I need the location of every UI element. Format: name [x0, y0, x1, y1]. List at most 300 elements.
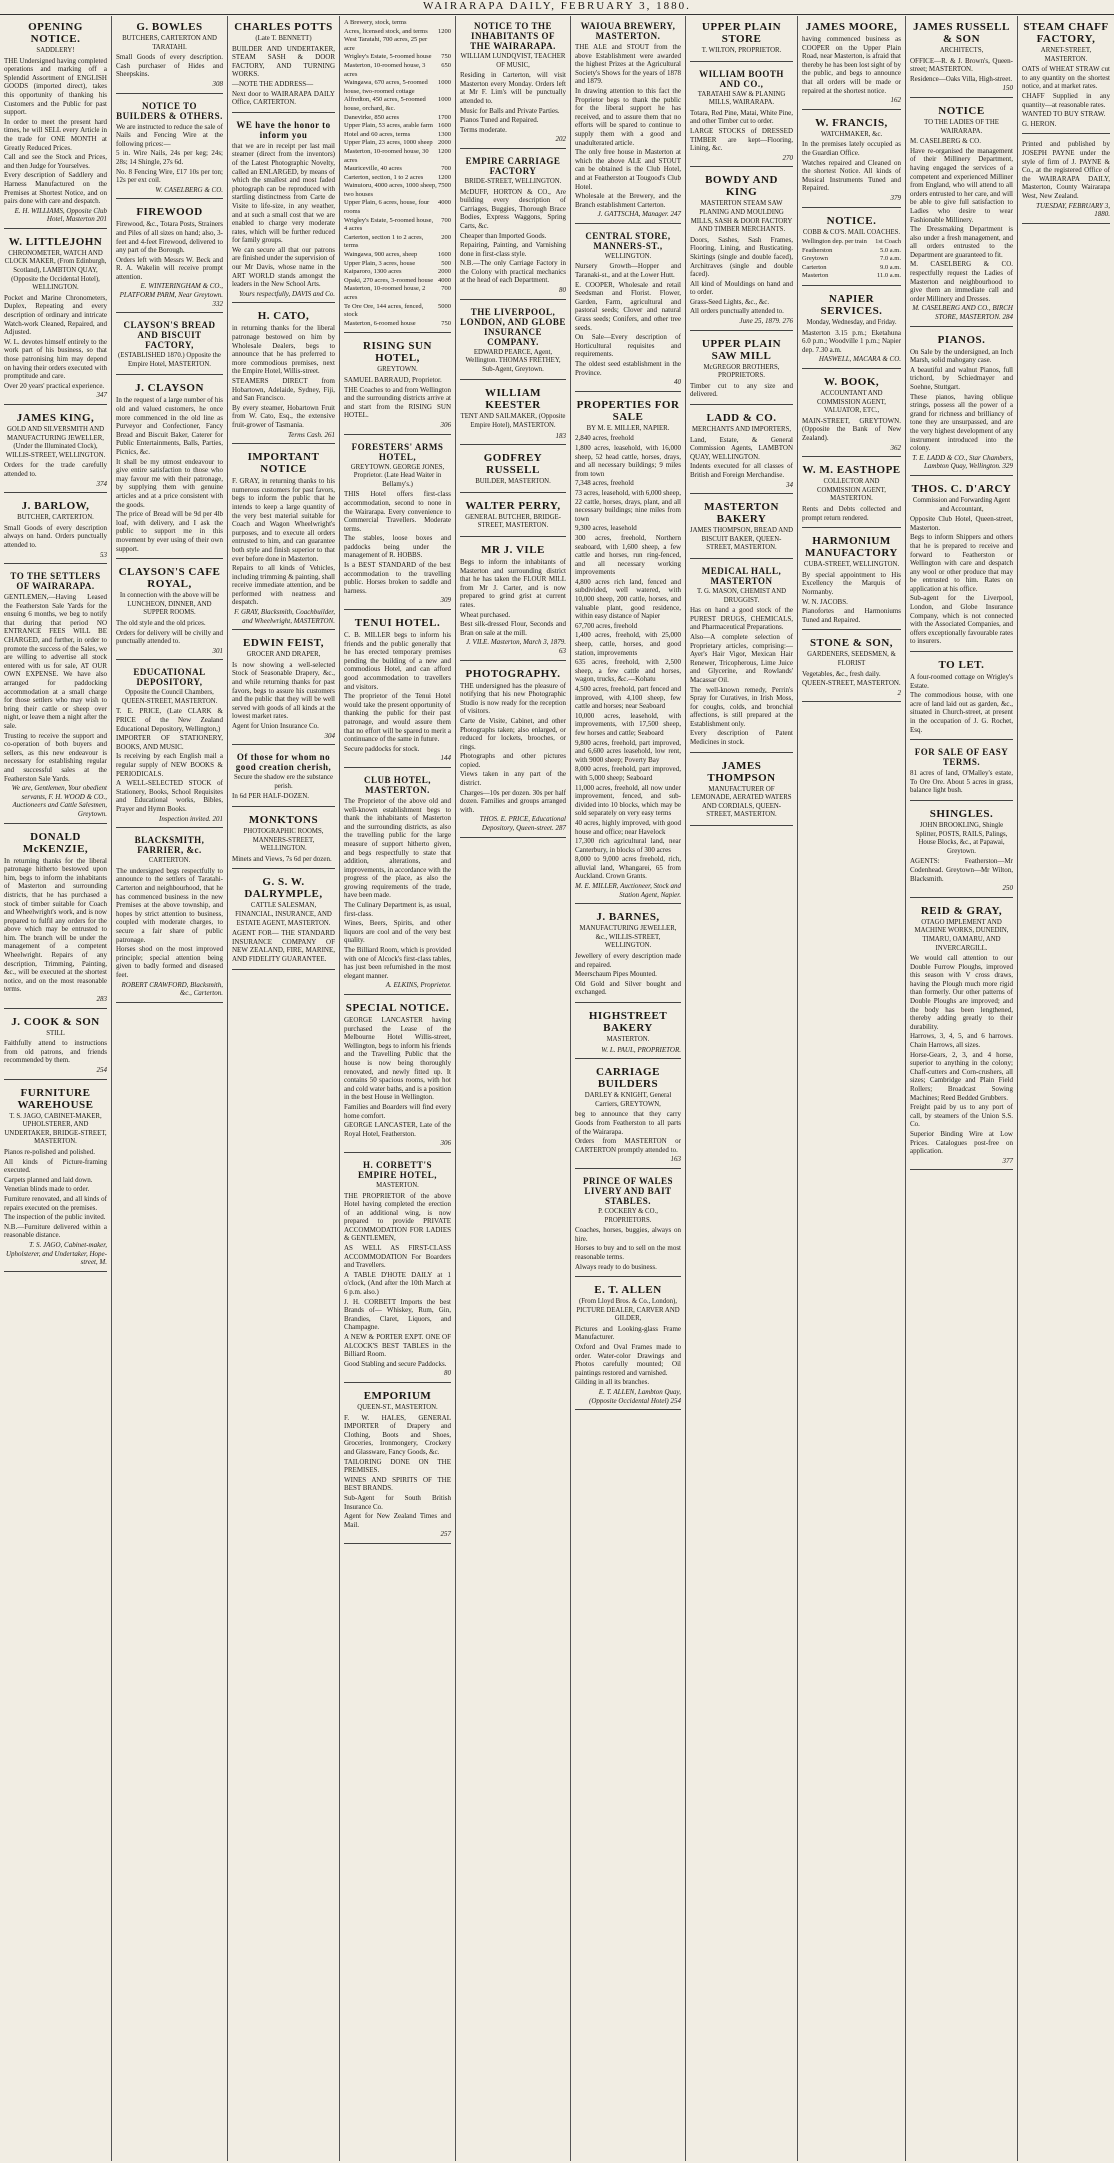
- ad-signature: T. E. LADD & CO., Star Chambers, Lambton Quay, Wellington. 329: [912, 453, 1013, 471]
- ad-title: MEDICAL HALL, MASTERTON: [701, 565, 782, 586]
- ad-subtitle: GARDENERS, SEEDSMEN, & FLORIST: [807, 651, 896, 667]
- row-label: Masterton, 10-roomed house, 2 acres: [344, 285, 426, 301]
- column-10: [1018, 16, 1114, 2161]
- ad-paragraph: Harrows, 3, 4, 5, and 6 harrows. Chain Harrows, all sizes.: [910, 1032, 1013, 1050]
- row-label: Mauriceville, 40 acres: [344, 165, 402, 173]
- ad-paragraph: The oldest seed establishment in the Province.: [575, 360, 681, 377]
- ad-paragraph: We can secure all that our patrons are finished under the supervision of our Mr Davis, whose name in the ART WORLD stands amongst the leaders in the New School Arts.: [232, 245, 335, 289]
- advertisement: [116, 315, 223, 375]
- ad-paragraph: Orders for the trade carefully attended to.: [4, 461, 107, 478]
- ad-paragraph: that we are in receipt per last mail steamer (direct from the inventors) of the Latest Photographic Novelty, called an ENLARGED, by means of which the smallest and most faded photograph can be reproduced with startling distinctness from Carte de Visite to life-size, in any weather, and at such a small cost that we are enabled to charge very moderate rates, which will be further reduced for family groups.: [232, 141, 335, 245]
- ad-title: STONE & SON,: [809, 637, 894, 650]
- ad-paragraph: AGENTS: Featherston—Mr Codenhead. Greytown—Mr Wilton, Blacksmith.: [910, 857, 1013, 883]
- advertisement: [802, 288, 901, 369]
- ad-paragraph: Agent for New Zealand Times and Mail.: [344, 1512, 451, 1529]
- ad-paragraph: Every description of Patent Medicines in stock.: [690, 729, 793, 747]
- ad-title: STEAM CHAFF FACTORY,: [1023, 21, 1109, 45]
- ad-subtitle: McGREGOR BROTHERS, PROPRIETORS.: [703, 363, 780, 380]
- ad-title: HARMONIUM MANUFACTORY: [805, 535, 898, 560]
- advertisement: [1022, 16, 1110, 134]
- advertisement: [4, 495, 107, 564]
- ad-subtitle: CATTLE SALESMAN, FINANCIAL, INSURANCE, AND ESTATE AGENT, MASTERTON.: [235, 902, 332, 927]
- ad-paragraph: The only free house in Masterton at which the above ALE and STOUT can be obtained is the Club Hotel, and at Featherston at Tougood's Club Hotel.: [575, 148, 681, 191]
- ad-subtitle: GOLD AND SILVERSMITH AND MANUFACTURING JEWELLER, (Under the Illuminated Clock), WILLIS-STREET, WELLINGTON.: [5, 425, 106, 459]
- ad-paragraph: TAILORING DONE ON THE PREMISES.: [344, 1457, 451, 1475]
- advertisement: [232, 16, 335, 113]
- ad-title: CARRIAGE BUILDERS: [596, 1066, 660, 1091]
- ad-signature: J. GATTSCHA, Manager. 247: [597, 210, 681, 219]
- ad-paragraph: 1,400 acres, freehold, with 25,000 sheep, cattle, horses, and good station, improvements: [575, 631, 681, 657]
- ad-paragraph: Vegetables, &c., fresh daily.: [802, 669, 881, 678]
- ad-paragraph: Masterton 3.15 p.m.; Eketahuna 6.0 p.m.; Woodville 1 p.m.; Napier dep. 7.30 a.m.: [802, 328, 901, 354]
- advertisement: [802, 16, 901, 110]
- advertisement: [690, 755, 793, 826]
- advertisement: [802, 632, 901, 702]
- ad-title: PROPERTIES FOR SALE: [576, 398, 680, 423]
- column-4: [340, 16, 456, 2161]
- table-row: [344, 182, 451, 199]
- ad-paragraph: The price of Bread will be 9d per 4lb loaf, with delivery, and I ask the public to support me in this movement by ever using of their own support.: [116, 510, 223, 553]
- ad-title: PIANOS.: [937, 333, 986, 346]
- ad-signature: 374: [96, 479, 107, 488]
- ad-title: EMPIRE CARRIAGE FACTORY: [465, 155, 561, 176]
- ad-paragraph: In 6d PER HALF-DOZEN.: [232, 792, 309, 801]
- advertisement: [910, 478, 1013, 652]
- ad-signature: T. S. JAGO, Cabinet-maker, Upholsterer, and Undertaker, Hope-street, M.: [5, 1240, 107, 1267]
- ad-subtitle: WELLINGTON.: [604, 252, 652, 260]
- ad-subtitle: ARNET-STREET, MASTERTON.: [1040, 47, 1092, 63]
- advertisement: [802, 371, 901, 457]
- ad-paragraph: 5 in. Wire Nails, 24s per keg; 24s; 28s; 14 Shingle, 27s 6d.: [116, 149, 223, 166]
- ad-paragraph: AS WELL AS FIRST-CLASS ACCOMMODATION For Boarders and Travellers.: [344, 1244, 451, 1270]
- ad-title: PHOTOGRAPHY.: [465, 667, 561, 680]
- row-value: 2000: [438, 268, 451, 276]
- ad-paragraph: STEAMERS DIRECT from Hobartown, Adelaide, Sydney, Fiji, and San Francisco.: [232, 377, 335, 403]
- ad-title: LADD & CO.: [706, 412, 777, 425]
- ad-subtitle: BUILDER, MASTERTON.: [475, 478, 551, 486]
- row-value: 9.0 a.m.: [880, 263, 901, 271]
- ad-signature: 202: [555, 135, 566, 144]
- advertisement: [910, 742, 1013, 801]
- advertisement: [460, 16, 566, 149]
- table-row: [344, 277, 451, 286]
- ad-paragraph: Pianos Tuned and Repaired.: [460, 116, 539, 125]
- ad-paragraph: In the request of a large number of his old and valued customers, he once more commenced in the old line as Purveyor and Confectioner, Fancy Bread and Biscuit Baker, Caterer for Public Entertainments, Balls, Parties, Picnics, &c.: [116, 396, 223, 456]
- row-label: Alfredton, 450 acres, 5-roomed house, orchard, &c.: [344, 96, 426, 112]
- row-value: 750: [441, 53, 451, 61]
- ad-subtitle: Commission and Forwarding Agent and Accountant,: [912, 496, 1011, 513]
- ad-subtitle: (ESTABLISHED 1870.) Opposite the Empire Hotel, MASTERTON.: [118, 352, 221, 368]
- table-row: [344, 28, 451, 37]
- ad-paragraph: Gilding in all its branches.: [575, 1378, 650, 1387]
- ad-title: FORESTERS' ARMS HOTEL,: [351, 441, 444, 462]
- advertisement: [575, 1061, 681, 1169]
- advertisement: [575, 1005, 681, 1059]
- ad-paragraph: CHAFF Supplied in any quantity—at reasonable rates.: [1022, 91, 1110, 109]
- ad-title: WALTER PERRY,: [465, 499, 561, 512]
- row-label: Te Ore Ore, 144 acres, fenced, stock: [344, 302, 424, 319]
- row-value: 4000: [438, 199, 451, 207]
- table-row: [802, 255, 901, 264]
- ad-paragraph: LARGE STOCKS of DRESSED TIMBER are kept—Flooring, Lining, &c.: [690, 126, 793, 153]
- table-row: [344, 122, 451, 131]
- ad-paragraph: The well-known remedy, Perrin's Spray for Curatives, in Irish Moss, for coughs, colds, and bronchial affections, is still prepared at the Establishment only.: [690, 685, 793, 728]
- table-row: [344, 320, 451, 329]
- row-label: Upper Plain, 3 acres, house: [344, 259, 416, 267]
- ad-signature: 2: [897, 688, 901, 697]
- ad-title: UPPER PLAIN STORE: [701, 21, 782, 45]
- ad-title: PRINCE OF WALES LIVERY AND BAIT STABLES.: [582, 1175, 674, 1206]
- ad-title: CHARLES POTTS: [234, 21, 333, 33]
- ad-paragraph: Wholesale at the Brewery, and the Branch establishment Carterton.: [575, 192, 681, 209]
- ad-paragraph: 4,800 acres rich land, fenced and subdivided, well watered, with 10,000 sheep, 200 cattle, horses, and valuable plant, good residence, within easy distance of Napier: [575, 577, 681, 621]
- ad-title: REID & GRAY,: [920, 904, 1003, 917]
- ad-paragraph: All kinds of Picture-framing executed.: [4, 1157, 107, 1175]
- ad-title: BOWDY AND KING: [705, 174, 778, 199]
- ad-signature: E. H. WILLIAMS, Opposite Club Hotel, Masterton 201: [14, 206, 107, 224]
- ad-subtitle: MANUFACTURING JEWELLER, &c., WILLIS-STREET, WELLINGTON.: [579, 925, 677, 950]
- ad-subtitle: BUTCHER, CARTERTON.: [17, 514, 94, 522]
- ad-paragraph: E. COOPER, Wholesale and retail Seedsman and Florist. Flower, Garden, Farm, agricultural and pastoral seeds; Clover and natural Grass seeds; Conifers, and other tree seeds.: [575, 280, 681, 332]
- ad-paragraph: 8,000 to 9,000 acres freehold, rich, alluvial land, Whangarei, 65 from Auckland. Crown Grants.: [575, 855, 681, 881]
- ad-paragraph: THE undersigned has the pleasure of notifying that his new Photographic Studio is now ready for the reception of visitors.: [460, 681, 566, 716]
- ad-paragraph: Pianos re-polished and polished.: [4, 1147, 95, 1156]
- ad-paragraph: Music for Balls and Private Parties.: [460, 106, 560, 115]
- ad-paragraph: A NEW & PORTER EXPT. ONE OF ALCOCK'S BEST TABLES in the Billiard Room.: [344, 1333, 451, 1359]
- ad-subtitle: COBB & CO'S. MAIL COACHES.: [802, 228, 901, 236]
- advertisement: [910, 900, 1013, 1171]
- row-label: West Taratahi, 700 acres, 25 per acre: [344, 36, 428, 52]
- ad-subtitle: JAMES THOMPSON, BREAD AND BISCUIT BAKER, QUEEN-STREET, MASTERTON.: [690, 527, 793, 552]
- ad-paragraph: AGENT FOR— THE STANDARD INSURANCE COMPANY OF NEW ZEALAND, FIRE, MARINE, AND FIDELITY GUARANTEE.: [232, 929, 335, 963]
- advertisement: [575, 1279, 681, 1410]
- ad-title: EDUCATIONAL DEPOSITORY,: [133, 667, 206, 688]
- ad-paragraph: On Sale—Every description of Horticultural requisites and requirements.: [575, 333, 681, 359]
- ad-title: JAMES MOORE,: [805, 21, 898, 33]
- row-label: Masterton, 6-roomed house: [344, 319, 416, 327]
- ad-paragraph: All kind of Mouldings on hand and to order.: [690, 279, 793, 297]
- ad-paragraph: M. CASELBERG & CO. respectfully request the Ladies of Masterton and neighbourhood to give them an immediate call and order Millinery and Dresses.: [910, 260, 1013, 303]
- ad-signature: 162: [890, 96, 901, 105]
- ad-signature: E. T. ALLEN, Lambton Quay, (Opposite Occidental Hotel) 254: [589, 1388, 681, 1405]
- table-row: [344, 96, 451, 113]
- ad-paragraph: Have re-organised the management of their Millinery Department, having engaged the services of a competent and experienced Milliner from England, who will attend to all orders entrusted to her care, and will be able to give full satisfaction to Ladies who desire to wear Fashionable Millinery.: [910, 146, 1013, 224]
- advertisement: [690, 496, 793, 559]
- ad-subtitle: DARLEY & KNIGHT, General Carriers, GREYTOWN,: [584, 1092, 672, 1108]
- table-row: [344, 131, 451, 140]
- ad-paragraph: Secure paddocks for stock.: [344, 744, 420, 753]
- ad-signature: A. ELKINS, Proprietor.: [385, 981, 451, 990]
- row-label: Hotel and 60 acres, terms: [344, 130, 411, 138]
- ad-subtitle: OTAGO IMPLEMENT AND MACHINE WORKS, DUNEDIN, TIMARU, OAMARU, AND INVERCARGILL.: [914, 918, 1009, 952]
- ad-subtitle: BUTCHERS, CARTERTON AND TARATAHI.: [122, 35, 217, 51]
- table-row: [802, 238, 901, 247]
- advertisement: [575, 16, 681, 224]
- ad-title: TO LET.: [938, 659, 985, 672]
- ad-paragraph: Repairing, Painting, and Varnishing done in first-class style.: [460, 241, 566, 258]
- ad-paragraph: Horses to buy and to sell on the most reasonable terms.: [575, 1244, 681, 1261]
- ad-subtitle: TARATAHI SAW & PLANING MILLS, WAIRARAPA.: [697, 90, 786, 107]
- ad-title: E. T. ALLEN: [594, 1284, 662, 1297]
- ad-paragraph: In the premises lately occupied as the Guardian Office.: [802, 140, 901, 157]
- ad-signature: J. VILE. Masterton, March 3, 1879. 63: [465, 638, 566, 655]
- ad-subtitle: MANUFACTURER OF LEMONADE, AERATED WATERS AND CORDIALS, QUEEN-STREET, MASTERTON.: [691, 785, 792, 819]
- advertisement: [460, 495, 566, 537]
- ad-subtitle: P. COCKERY & CO., PROPRIETORS.: [598, 1207, 658, 1224]
- ad-paragraph: Is receiving by each English mail a regular supply of NEW BOOKS & PERIODICALS.: [116, 752, 223, 778]
- row-label: Waingawa, 900 acres, sheep: [344, 251, 418, 259]
- ad-signature: THOS. E. PRICE, Educational Depository, Queen-street. 287: [479, 815, 566, 833]
- ad-paragraph: Call and see the Stock and Prices, and then Judge for Yourselves.: [4, 153, 107, 170]
- ad-signature: 306: [440, 1139, 451, 1148]
- row-label: Featherston: [802, 246, 833, 254]
- advertisement: [460, 302, 566, 381]
- ad-subtitle: JOHN BROOKLING, Shingle Splitter, POSTS, RAILS, Palings, House Blocks, &c., at Papawai, Greytown.: [915, 821, 1008, 855]
- ad-subtitle: (From Lloyd Bros. & Co., London), PICTURE DEALER, CARVER AND GILDER,: [576, 1298, 680, 1323]
- ad-paragraph: 1,800 acres, leasehold, with 16,000 sheep, 52 head cattle, horses, drays, and all necessary buildings; 9 miles from town: [575, 443, 681, 478]
- ad-subtitle: GENERAL BUTCHER, BRIDGE-STREET, MASTERTON.: [465, 513, 561, 530]
- ad-paragraph: M. CASELBERG & CO.: [910, 137, 981, 146]
- row-label: Carterton, section 1 to 2 acres, terms: [344, 233, 424, 250]
- advertisement: [910, 16, 1013, 98]
- ad-paragraph: 300 acres, freehold, Northern seaboard, with 1,600 sheep, a few cattle and horses, run ring-fenced, and all necessary working improvements: [575, 533, 681, 577]
- ad-title: EMPORIUM: [363, 1389, 432, 1402]
- ad-paragraph: Wheat purchased.: [460, 610, 511, 619]
- row-label: A Brewery, stock, terms: [344, 19, 407, 26]
- row-label: Greytown: [802, 255, 828, 263]
- table-row: [802, 272, 901, 281]
- ad-title: G. S. W. DALRYMPLE,: [244, 876, 323, 901]
- advertisement: [116, 16, 223, 94]
- ad-signature: 34: [786, 480, 793, 489]
- ad-paragraph: The Proprietor of the above old and well-known establishment begs to thank the inhabitants of Masterton and the surrounding districts, as also the travelling public for the large measure of support hitherto given, and begs respectfully to state that addition, alterations, and improvements, in accordance with the progress of the place, as also the growing requirements of the trade, have been made.: [344, 796, 451, 900]
- ad-title: Of those for whom no good creation cherish,: [235, 752, 332, 773]
- ad-paragraph: Terms moderate.: [460, 125, 507, 134]
- table-row: [344, 303, 451, 320]
- row-value: 750: [441, 319, 451, 327]
- table-row: [344, 217, 451, 234]
- table-row: [344, 53, 451, 62]
- ad-paragraph: By special appointment to His Excellency the Marquis of Normanby.: [802, 570, 901, 596]
- ad-paragraph: Residing in Carterton, will visit Masterton every Monday. Orders left at Mr F. Lim's will be punctually attended to.: [460, 71, 566, 105]
- ad-paragraph: Is a BEST STANDARD of the best accommodation to the travelling public. Horses broken to saddle and harness.: [344, 561, 451, 595]
- row-value: 1200: [438, 173, 451, 181]
- top-rule: [0, 14, 1114, 15]
- ad-paragraph: By every steamer, Hobartown Fruit from W. Cato, Esq., the extensive fruit-grower of Tasmania.: [232, 403, 335, 429]
- advertisement: [802, 112, 901, 208]
- row-value: 5.0 a.m.: [880, 246, 901, 254]
- column-7: [686, 16, 798, 2161]
- ad-subtitle: WILLIAM LUNDQVIST, TEACHER OF MUSIC,: [460, 53, 566, 69]
- table-row: [344, 19, 451, 28]
- ad-subtitle: BY M. E. MILLER, NAPIER.: [586, 424, 670, 432]
- ad-paragraph: Grass-Seed Lights, &c., &c.: [690, 297, 770, 306]
- ad-title: MASTERTON BAKERY: [704, 501, 779, 526]
- table-row: [344, 251, 451, 260]
- ad-paragraph: McDUFF, HORTON & CO., Are building every description of Carriages, Buggies, Thorough Brace Bodies, Express Waggons, Spring Carts, &c.: [460, 187, 566, 230]
- ad-signature: 379: [890, 193, 901, 202]
- ad-signature: Inspection invited. 201: [159, 814, 223, 823]
- ad-paragraph: 4,500 acres, freehold, part fenced and improved, with 4,100 sheep, few cattle and horses; near Seaboard: [575, 685, 681, 711]
- advertisement: [460, 447, 566, 493]
- ad-paragraph: 73 acres, leasehold, with 6,000 sheep, 22 cattle, horses, drays, plant, and all necessary buildings; nine miles from town: [575, 488, 681, 523]
- row-value: 650: [441, 61, 451, 69]
- ad-paragraph: Begs to inform the inhabitants of Masterton and surrounding district that he has taken the FLOUR MILL from Mr J. Carter, and is now prepared to grind grist at current rates.: [460, 558, 566, 609]
- ad-signature: Terms Cash. 261: [287, 430, 335, 439]
- ad-paragraph: The Billiard Room, which is provided with one of Alcock's first-class tables, has just been refurnished in the most elegant manner.: [344, 946, 451, 980]
- ad-paragraph: Printed and published by JOSEPH PAYNE under the style of firm of J. PAYNE & Co., at the registered Office of the WAIRARAPA DAILY, Masterton, County Wairarapa West, New Zealand.: [1022, 140, 1110, 200]
- ad-title: WE have the honor to inform you: [236, 119, 331, 140]
- table-row: [802, 264, 901, 273]
- table-row: [344, 285, 451, 302]
- advertisement: [910, 654, 1013, 740]
- advertisement: [344, 1385, 451, 1544]
- ad-paragraph: 9,800 acres, freehold, part improved, and 6,600 acres leasehold, low rent, with 9000 sheep; Poverty Bay: [575, 738, 681, 764]
- ad-title: W. LITTLEJOHN: [8, 235, 103, 248]
- ad-title: W. M. EASTHOPE: [802, 464, 901, 477]
- ad-paragraph: Faithfully attend to instructions from old patrons, and friends recommended by them.: [4, 1039, 107, 1065]
- row-value: 1200: [438, 27, 451, 35]
- ad-signature: 80: [444, 1369, 451, 1378]
- advertisement: [232, 632, 335, 745]
- row-label: Carterton: [802, 263, 827, 271]
- advertisement: [4, 1082, 107, 1272]
- ad-signature: 80: [559, 286, 566, 295]
- advertisement: [344, 335, 451, 434]
- ad-title: WILLIAM BOOTH AND CO.,: [699, 68, 784, 89]
- ad-paragraph: C. B. MILLER begs to inform his friends and the public generally that he has erected temporary premises pending the building of a new and commodious Hotel, and can afford good accommodation to travellers and visitors.: [344, 631, 451, 691]
- advertisement: [690, 407, 793, 494]
- ad-paragraph: having commenced business as COOPER on the Upper Plain Road, near Masterton, is afraid that thereby he has been lost sight of by the public, and begs to announce that all orders will be made or repaired at the shortest notice.: [802, 35, 901, 95]
- ad-paragraph: W. N. JACOBS.: [802, 597, 848, 606]
- ad-paragraph: Superior Binding Wire at Low Prices. Catalogues post-free on application.: [910, 1129, 1013, 1156]
- ad-subtitle: GREYTOWN.: [377, 366, 418, 374]
- row-value: 1600: [438, 251, 451, 259]
- ad-paragraph: GENTLEMEN,—Having Leased the Featherston Sale Yards for the ensuing 6 months, we beg to notify that during that period NO ENTRANCE FEES WILL BE CHARGED, and further, in order to promote the success of the Sales, we are willing to advertise all stock entered with us for sale, AT OUR OWN EXPENSE. We have also arranged for paddocking accommodation at a small charge for those settlers who may wish to bring their cattle or sheep over night, or leave them a night after the sale.: [4, 593, 107, 730]
- ad-paragraph: Carpets planned and laid down.: [4, 1175, 93, 1184]
- ad-paragraph: In returning thanks for the liberal patronage hitherto bestowed upon him, begs to inform the inhabitants of Masterton and surrounding districts, that he has purchased a stock of timber suitable for Coach and Wheelwright's work, and is now prepared to fulfil any orders for the above which may be entrusted to him. The branch will be under the management of a competent Wheelwright. Repairs of any description, Trimming, Painting, &c., will be executed at the shortest notice, and on the most reasonable terms.: [4, 856, 107, 994]
- ad-subtitle: BRIDE-STREET, WELLINGTON.: [464, 177, 562, 185]
- ad-signature: 53: [100, 550, 107, 559]
- ad-paragraph: OFFICE—R. & J. Brown's, Queen-street; MASTERTON.: [910, 56, 1013, 74]
- ad-paragraph: Nursery Growth—Hopper and Taranaki-st., and at the Lower Hutt.: [575, 262, 681, 280]
- ad-paragraph: We would call attention to our Double Furrow Ploughs, improved this season with V cross draws, having the Plough much more rigid than formerly. Our other patterns of Double Ploughs are improved; and the body has been lengthened, thereby adding greatly to their durability.: [910, 954, 1013, 1031]
- ad-title: NOTICE TO THE INHABITANTS OF THE WAIRARAPA.: [470, 21, 556, 51]
- ad-paragraph: Residence—Oaks Villa, High-street.: [910, 74, 1013, 83]
- row-label: Masterton, 10-roomed house, 3 acres: [344, 61, 426, 78]
- ad-paragraph: Pocket and Marine Chronometers, Duplex, Repeating and every description of ordinary and intricate Watch-work Cleaned, Repaired, and Adjusted.: [4, 293, 107, 337]
- ad-paragraph: Land, Estate, & General Commission Agents, LAMBTON QUAY, WELLINGTON.: [690, 435, 793, 461]
- advertisement: [575, 906, 681, 1003]
- row-value: 5000: [438, 302, 451, 310]
- advertisement: [460, 151, 566, 300]
- ad-title: GODFREY RUSSELL: [483, 452, 543, 477]
- ad-subtitle: MASTERTON STEAM SAW PLANING AND MOULDING MILLS, SASH & DOOR FACTORY AND TIMBER MERCHANTS.: [690, 200, 793, 234]
- ad-paragraph: No. 8 Fencing Wire, £17 10s per ton; 12s per ext coil.: [116, 167, 223, 185]
- ad-title: THE LIVERPOOL, LONDON, AND GLOBE INSURANCE COMPANY.: [460, 306, 566, 347]
- ad-paragraph: Pianofortes and Harmoniums Tuned and Repaired.: [802, 607, 901, 624]
- ad-paragraph: Orders left with Messrs W. Beck and R. A. Wakelin will receive prompt attention.: [116, 255, 223, 281]
- ad-subtitle: ARCHITECTS,: [939, 47, 984, 54]
- ad-title: NAPIER SERVICES.: [820, 293, 883, 318]
- ad-title: J. BARLOW,: [21, 500, 90, 513]
- ad-paragraph: Small Goods of every description always on hand. Orders punctually attended to.: [4, 523, 107, 549]
- ad-title: FURNITURE WAREHOUSE: [17, 1086, 94, 1111]
- ad-signature: 257: [440, 1530, 451, 1539]
- advertisement: [116, 830, 223, 1003]
- ad-paragraph: In drawing attention to this fact the Proprietor begs to thank the public for the liberal support he has received, and to assure them that no efforts will be spared to continue to supply them with a good and unadulterated article.: [575, 86, 681, 147]
- table-row: [344, 199, 451, 216]
- ad-subtitle: Opposite the Council Chambers, QUEEN-STREET, MASTERTON.: [121, 689, 218, 705]
- ad-subtitle: EDWARD PEARCE, Agent, Wellington. THOMAS FRETHEY, Sub-Agent, Greytown.: [465, 348, 561, 373]
- ad-signature: 250: [1002, 884, 1013, 893]
- ad-title: SHINGLES.: [929, 807, 994, 820]
- ad-paragraph: W. L. devotes himself entirely to the work part of his business, so that those patronising him may depend on having their orders executed with promptitude and care.: [4, 337, 107, 381]
- ad-paragraph: 8,000 acres, freehold, part improved, with 5,000 sheep; Seaboard: [575, 765, 681, 782]
- ad-title: CLAYSON'S CAFE ROYAL,: [118, 566, 221, 591]
- advertisement: [4, 826, 107, 1009]
- ad-subtitle: CHRONOMETER, WATCH AND CLOCK MAKER, (From Edinburgh, Scotland), LAMBTON QUAY, (Opposite the Occidental Hotel), WELLINGTON.: [4, 249, 107, 292]
- ad-title: NOTICE: [938, 104, 985, 117]
- ad-signature: 347: [96, 391, 107, 400]
- ad-title: W. BOOK,: [823, 376, 880, 389]
- ad-title: G. BOWLES: [136, 21, 203, 33]
- row-label: Masterton: [802, 272, 829, 280]
- advertisement: [690, 16, 793, 62]
- row-label: Opaki, 270 acres, 3-roomed house: [344, 276, 434, 284]
- row-value: 1200: [438, 147, 451, 155]
- advertisement: [232, 446, 335, 630]
- ad-subtitle: T. G. MASON, CHEMIST AND DRUGGIST.: [696, 587, 787, 604]
- ad-title: J. BARNES,: [596, 911, 660, 924]
- ad-signature: E. WINTERINGHAM & CO., PLATFORM PARM, Near Greytown. 332: [119, 282, 223, 308]
- ad-paragraph: Timber cut to any size and delivered.: [690, 381, 793, 399]
- ad-paragraph: Totara, Red Pine, Matai, White Pine, and other Timber cut to order.: [690, 108, 793, 126]
- ad-paragraph: The proprietor of the Tenui Hotel would take the present opportunity of thanking the public for their past patronage, and would assure them that no effort will be spared to merit a continuance of the same in future.: [344, 692, 451, 744]
- ad-paragraph: 17,300 rich agricultural land, near Canterbury, in blocks of 300 acres: [575, 837, 681, 854]
- row-label: Upper Plain, 6 acres, house, four rooms: [344, 199, 430, 216]
- ad-paragraph: QUEEN-STREET, MASTERTON.: [802, 679, 901, 688]
- row-label: Wrigley's Estate, 5-roomed house, 4 acres: [344, 216, 434, 233]
- table-row: [344, 36, 451, 53]
- ad-signature: 270: [782, 153, 793, 162]
- ad-title: NOTICE.: [826, 214, 877, 227]
- ad-paragraph: The old style and the old prices.: [116, 618, 206, 627]
- ad-paragraph: GEORGE LANCASTER having purchased the Lease of the Melbourne Hotel Willis-street, Wellington, begs to inform his friends and the Travelling Public that the house is now being thoroughly renovated, and newly fitted up. It contains 50 spacious rooms, with hot and cold water baths, and is a position in the best House in Wellington.: [344, 1016, 451, 1102]
- ad-title: DONALD McKENZIE,: [22, 830, 89, 855]
- ad-title: H. CATO,: [257, 310, 310, 323]
- ad-paragraph: IMPORTER OF STATIONERY, BOOKS, AND MUSIC.: [116, 734, 223, 751]
- row-label: Wainuioru, 4000 acres, 1000 sheep, two houses: [344, 182, 437, 198]
- row-label: Wrigley's Estate, 5-roomed house: [344, 53, 432, 61]
- ad-paragraph: Pictures and Looking-glass Frame Manufacturer.: [575, 1324, 681, 1342]
- row-value: [438, 19, 451, 28]
- ad-subtitle: MERCHANTS AND IMPORTERS,: [691, 426, 792, 434]
- advertisement: [116, 662, 223, 828]
- ad-signature: We are, Gentlemen, Your obedient servants, F. H. WOOD & CO., Auctioneers and Cattle Salesmen, Greytown.: [11, 784, 107, 818]
- ad-title: JAMES RUSSELL & SON: [913, 21, 1010, 45]
- row-value: 500: [441, 259, 451, 267]
- ad-paragraph: GEORGE LANCASTER, Late of the Royal Hotel, Featherston.: [344, 1121, 451, 1138]
- ad-table: [802, 238, 901, 281]
- ad-paragraph: WANTED TO BUY STRAW.: [1022, 110, 1106, 119]
- row-label: Masterton, 10-roomed house, 30 acres: [344, 147, 429, 164]
- column-6: [571, 16, 686, 2161]
- ad-title: FIREWOOD: [136, 206, 203, 219]
- ad-paragraph: On Sale by the undersigned, an Inch Marsh, solid mahogany case.: [910, 347, 1013, 365]
- ad-signature: 377: [1002, 1156, 1013, 1165]
- row-value: 11.0 a.m.: [877, 272, 901, 280]
